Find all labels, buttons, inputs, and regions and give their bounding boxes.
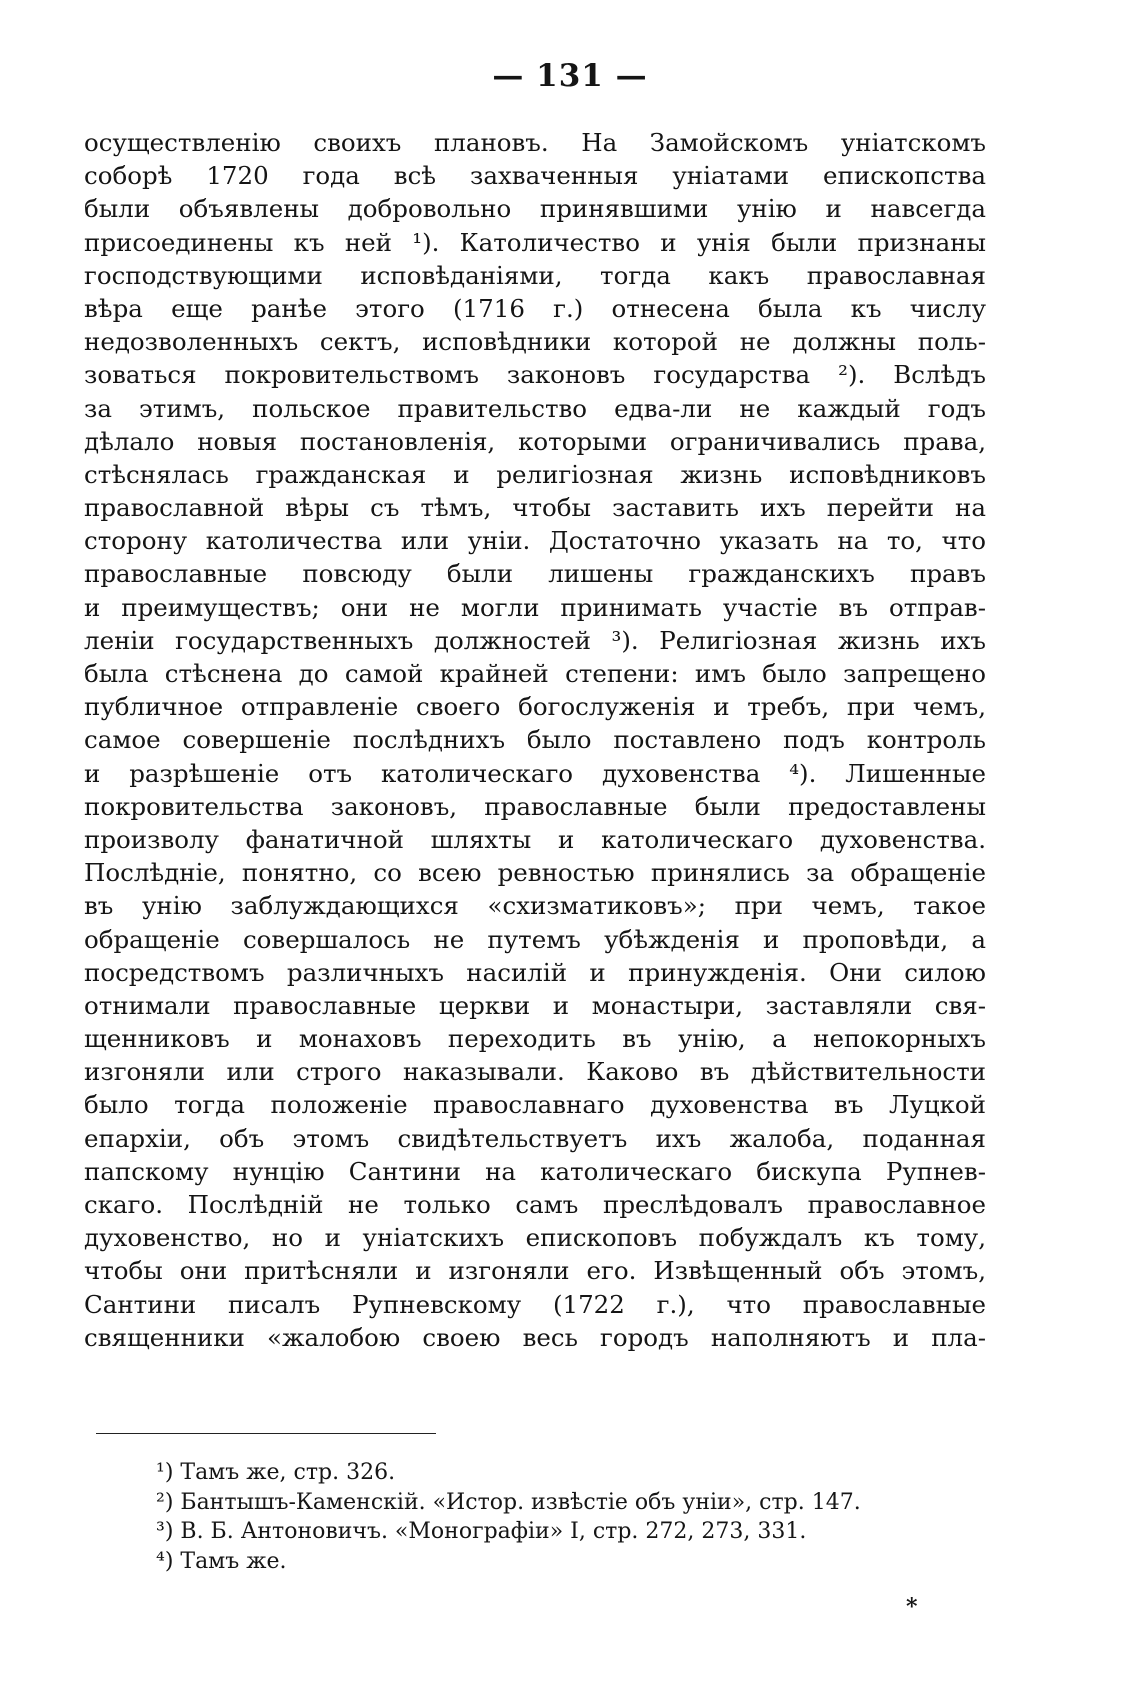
body-line: господствующими исповѣданіями, тогда какъ православная: [84, 260, 986, 290]
body-line: были объявлены добровольно принявшими унію и навсегда: [84, 194, 986, 224]
body-line: и разрѣшеніе отъ католическаго духовенства ⁴). Лишенные: [84, 758, 986, 788]
body-line: щенниковъ и монаховъ переходить въ унію, а непокорныхъ: [84, 1024, 986, 1054]
body-line: изгоняли или строго наказывали. Каково въ дѣйствительности: [84, 1057, 986, 1087]
body-line: присоединены къ ней ¹). Католичество и унія были признаны: [84, 227, 986, 257]
body-line: соборѣ 1720 года всѣ захваченныя уніатами епископства: [84, 161, 986, 191]
footnote-item: ¹) Тамъ же, стр. 326.: [156, 1460, 396, 1485]
body-line: дѣлало новыя постановленія, которыми ограничивались права,: [84, 426, 986, 456]
body-line: въ унію заблуждающихся «схизматиковъ»; при чемъ, такое: [84, 891, 986, 921]
body-line: отнимали православные церкви и монастыри, заставляли свя-: [84, 990, 986, 1020]
body-line: была стѣснена до самой крайней степени: имъ было запрещено: [84, 659, 986, 688]
body-text: [84, 126, 986, 1354]
body-line: осуществленію своихъ плановъ. На Замойскомъ уніатскомъ: [84, 128, 986, 157]
body-line: публичное отправленіе своего богослуженія и требъ, при чемъ,: [84, 692, 986, 722]
body-line: недозволенныхъ сектъ, исповѣдники которой не должны поль-: [84, 327, 986, 357]
body-line: стѣснялась гражданская и религіозная жизнь исповѣдниковъ: [84, 459, 986, 489]
footnotes: [156, 1458, 956, 1576]
body-line: произволу фанатичной шляхты и католическаго духовенства.: [84, 824, 986, 854]
body-line: за этимъ, польское правительство едва-ли не каждый годъ: [84, 393, 986, 423]
body-line: православные повсюду были лишены гражданскихъ правъ: [84, 559, 986, 589]
body-line: сторону католичества или уніи. Достаточно указать на то, что: [84, 526, 986, 556]
body-line: и преимуществъ; они не могли принимать участіе въ отправ-: [84, 592, 986, 622]
page-number: — 131 —: [492, 58, 648, 94]
body-line: чтобы они притѣсняли и изгоняли его. Извѣщенный объ этомъ,: [84, 1256, 986, 1286]
body-line: посредствомъ различныхъ насилій и принужденія. Они силою: [84, 957, 986, 987]
footnote-item: ²) Бантышъ-Каменскій. «Истор. извѣстіе объ уніи», стр. 147.: [156, 1489, 861, 1515]
body-line: папскому нунцію Сантини на католическаго бискупа Рупнев-: [84, 1156, 986, 1186]
footnote-separator: [96, 1433, 436, 1434]
body-line: покровительства законовъ, православные были предоставлены: [84, 791, 986, 821]
body-line: священники «жалобою своею весь городъ наполняютъ и пла-: [84, 1322, 986, 1352]
body-line: епархіи, объ этомъ свидѣтельствуетъ ихъ жалоба, поданная: [84, 1123, 986, 1153]
body-line: скаго. Послѣдній не только самъ преслѣдовалъ православное: [84, 1190, 986, 1219]
body-line: духовенство, но и уніатскихъ епископовъ побуждалъ къ тому,: [84, 1223, 986, 1253]
body-line: самое совершеніе послѣднихъ было поставлено подъ контроль: [84, 725, 986, 755]
body-line: Послѣдніе, понятно, со всею ревностью принялись за обращеніе: [84, 858, 986, 888]
body-line: православной вѣры съ тѣмъ, чтобы заставить ихъ перейти на: [84, 493, 986, 523]
body-line: леніи государственныхъ должностей ³). Религіозная жизнь ихъ: [84, 625, 986, 655]
body-line: Сантини писалъ Рупневскому (1722 г.), что православные: [84, 1289, 986, 1319]
body-line: зоваться покровительствомъ законовъ государства ²). Вслѣдъ: [84, 360, 986, 390]
footnote-item: ³) В. Б. Антоновичъ. «Монографіи» I, стр. 272, 273, 331.: [156, 1519, 807, 1544]
body-line: вѣра еще ранѣе этого (1716 г.) отнесена была къ числу: [84, 293, 986, 323]
body-line: было тогда положеніе православнаго духовенства въ Луцкой: [84, 1090, 986, 1120]
body-line: обращеніе совершалось не путемъ убѣжденія и проповѣди, а: [84, 924, 986, 954]
footnote-item: ⁴) Тамъ же.: [156, 1548, 287, 1574]
asterisk-mark: *: [906, 1594, 918, 1620]
